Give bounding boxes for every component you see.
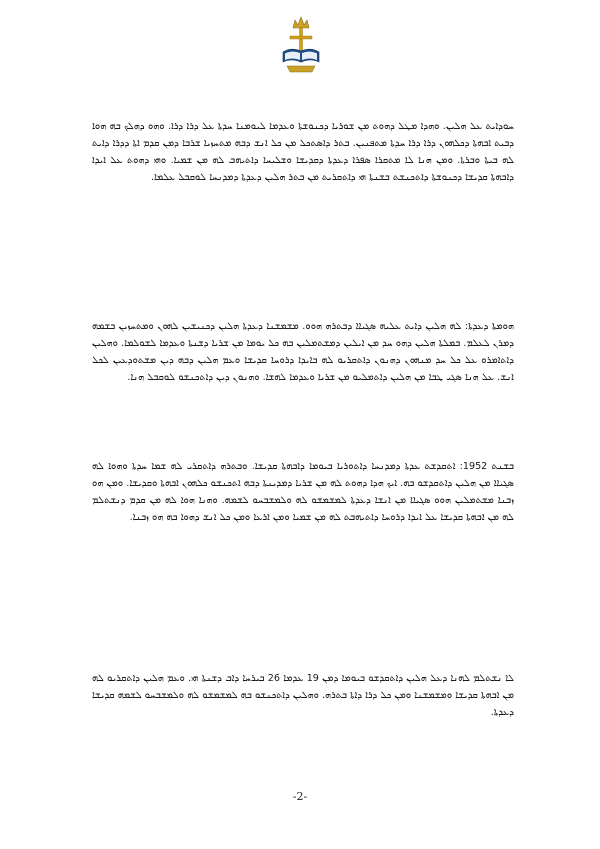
paragraph-3: [92, 458, 514, 526]
crown-icon: [293, 17, 309, 28]
paragraph-text: ܒܫܢܬ 1952: ܐܬܩܕܫܬ ܥܕܬܐ ܕܡܕܢܚܐ ܕܐܬܘܪܝܐ ܒܝܘܡܐ ܕܐܒܗܬܐ ܩܕܝܫܐ. ܘܒܬܪܗ ܕܐܬܩܪܝ ܠܗ ܫܡܐ ܚܕܬܐ ܘܗܘܐ ܠܗ ܣܓܝܐܐ ܡܢ ܗܠܝܢ ܕܐܬܩܕܫܘ ܒܗ. ܐܝܟ ܗܕܐ ܕܗܘܬ ܠܗ ܡܢ ܫܪܝܐ ܕܡܕܝܢܬܐ ܕܒܗ ܐܬܟܢܫܘ ܟܠܗܘܢ ܐܒܗܬܐ ܘܩܕܝܫܐ. ܘܡܢ ܗܘ ܙܒܢܐ ܡܫܬܡܠܝܢ ܗܘܘ ܣܓܝܐܐ ܡܢ ܐܢܫܐ ܕܥܕܬܐ ܠܡܫܡܫܘ ܠܗ ܘܠܡܫܒܚܘ ܠܫܡܗ. ܘܗܢܐ ܗܘܐ ܠܗ ܡܢ ܩܕܡ ܕܢܫܬܠܡ ܠܗ ܡܢ ܐܒܗܬܐ ܩܕܝܫܐ ܥܠ ܐܝܕܐ ܕܪܘܚܐ ܕܐܬܝܗܒܬ ܠܗ ܡܢ ܫܡܝܐ ܘܡܢ ܐܪܥܐ ܘܡܢ ܟܠ ܐܢܫ ܕܗܘܐ ܒܗ ܗܘ ܙܒܢܐ.: [92, 461, 514, 523]
page-number: -2-: [292, 790, 308, 803]
paragraph-text: ܚܘܕܐܝܬ ܥܠ ܗܠܝܢ. ܘܗܕܐ ܡܛܠ ܕܗܘܬ ܡܢ ܫܘܪܝܐ ܕܟܢܘܫܬܐ ܘܥܕܡܐ ܠܝܘܡܢܐ ܚܕܬܐ ܥܠ ܕܪܐ ܕܪܐ. ܘܗܘ ܕܗܠܟ ܒܗ ܗܘܐ ܕܒܝܬ ܐܒܗܬܐ ܕܟܠܗܘܢ ܕܪܐ ܕܪܐ ܚܕܬܐ ܡܬܦܢܝܢ. ܒܬܪ ܕܐܣܬܟܠ ܡܢ ܟܠ ܐܢܫ ܕܒܗ ܡܬܚܙܝܐ ܫܪܒܐ ܕܡܢ ܩܕܡ ܐܬܐ ܕܕܪܐ ܕܐܝܬ ܠܗ ܒܝܬܐ ܘܒܪܬܐ. ܘܡܢ ܗܢܐ ܠܐ ܡܬܩܪܐ ܣܦܪܐ ܕܥܕܬܐ ܕܩܕܝܫܐ ܘܫܠܝܚܐ ܕܐܬܝܗܒ ܠܗ ܡܢ ܫܡܝܐ. ܘܗܝ ܕܗܘܬ ܥܠ ܐܝܕܐ ܕܐܒܗܬܐ ܩܕܝܫܐ ܕܟܢܘܫܬܐ ܕܐܬܟܢܫܬ ܒܫܢܬܐ ܗܝ ܕܐܬܩܪܝܬ ܡܢ ܒܬܪ ܗܠܝܢ ܕܥܕܬܐ ܕܡܕܢܚܐ ܠܘܩܒܠ ܥܠܡܐ.: [92, 121, 514, 183]
paragraph-1: [92, 118, 514, 186]
paragraph-text: ܠܐ ܢܫܬܠܡ ܠܗܢܐ ܕܥܠ ܗܠܝܢ ܕܐܬܩܕܫܘ ܒܝܘܡܐ ܕܡܢ 19 ܥܕܡܐ 26 ܒܝܪܚܐ ܕܐܒ ܕܫܢܬܐ ܗܝ. ܘܥܡ ܗܠܝܢ ܕܐܬܩܪܝܘ ܠܗ ܡܢ ܐܒܗܬܐ ܩܕܝܫܐ ܘܡܫܡܫܢܐ ܘܡܢ ܟܠ ܕܪܐ ܕܐܬܐ ܒܬܪܗ. ܘܗܠܝܢ ܕܐܬܟܢܫܘ ܒܗ ܠܡܫܡܫܘ ܠܗ ܘܠܡܫܒܚܘ ܠܫܡܗ ܩܕܝܫܐ ܕܥܕܬܐ.: [92, 673, 514, 718]
paragraph-4: [92, 670, 514, 721]
paragraph-2: [92, 318, 514, 386]
church-emblem-logo: [279, 14, 323, 76]
paragraph-text: ܗܘܡܬܐ ܕܥܕܬܐ: ܠܗ ܗܠܝܢ ܕܐܝܬ ܥܠܝܗ ܣܓܝܐܐ ܕܒܬܪܗ ܗܘܘ. ܡܫܡܫܢܐ ܕܥܕܬܐ ܗܠܝܢ ܕܟܢܝܫܝܢ ܠܗܘܢ ܘܡܬܚܙܝܢ ܒܫܡܗ ܕܡܪܢ ܠܥܠܡ. ܒܡܠܬܐ ܗܠܝܢ ܕܗܘ ܚܕ ܡܢ ܐܝܠܝܢ ܕܡܫܬܡܠܝܢ ܒܗ ܟܠ ܝܘܡܐ ܡܢ ܫܪܝܐ ܕܫܢܬܐ ܘܥܕܡܐ ܠܫܘܠܡܐ. ܘܗܠܝܢ ܕܐܬܐܡܪܘ ܥܠ ܟܠ ܚܕ ܡܢܗܘܢ ܕܗܢܘܢ ܕܐܬܩܪܝܘ ܠܗ ܒܐܝܕܐ ܕܪܘܚܐ ܩܕܝܫܐ ܘܥܡ ܗܠܝܢ ܕܒܗ ܕܝܢ ܡܫܬܘܕܥܝܢ ܠܟܠ ܐܢܫ. ܥܠ ܗܢܐ ܣܓܝ ܛܒܐ ܡܢ ܗܠܝܢ ܕܐܬܡܠܝܘ ܡܢ ܫܪܝܐ ܘܥܕܡܐ ܠܗܫܐ. ܘܗܢܘܢ ܕܝܢ ܕܐܬܟܢܫܘ ܠܘܩܒܠ ܗܢܐ.: [92, 321, 514, 383]
ribbon-icon: [287, 66, 315, 72]
cross-horizontal-icon: [290, 36, 312, 39]
